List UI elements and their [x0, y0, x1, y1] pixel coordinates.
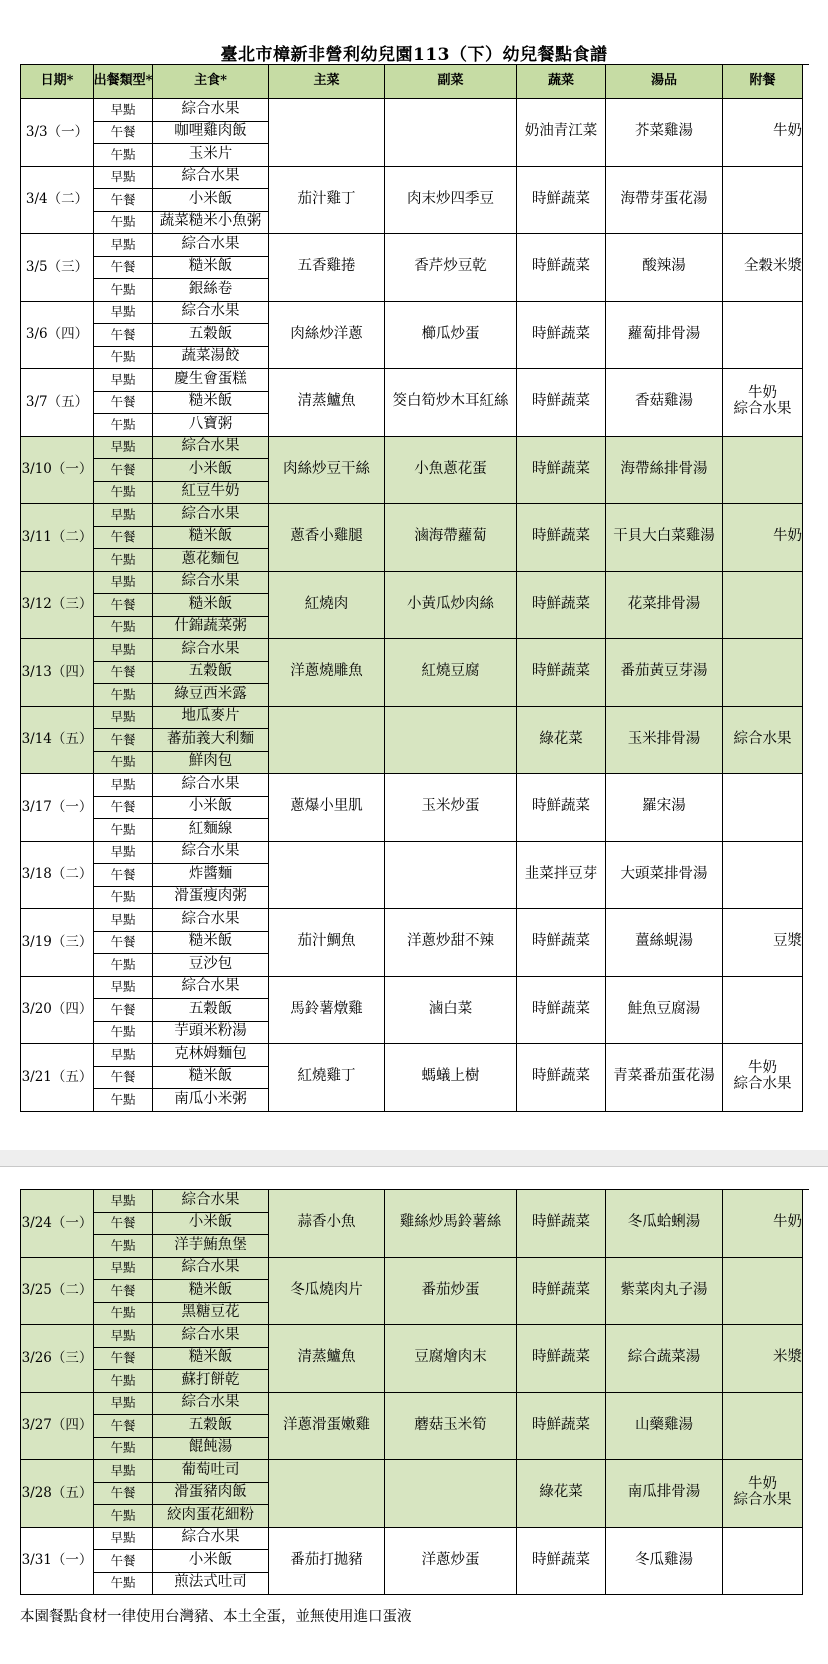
staple-item: 玉米片: [153, 144, 269, 167]
meal-type: 午餐: [94, 1550, 153, 1573]
side-dish: 肉末炒四季豆: [385, 167, 517, 235]
soup-dish: 大頭菜排骨湯: [606, 842, 723, 910]
extra-cell: [723, 167, 803, 235]
vegetable-dish: 時鮮蔬菜: [517, 167, 606, 235]
staple-item: 綠豆西米露: [153, 684, 269, 707]
side-dish: 螞蟻上樹: [385, 1044, 517, 1112]
vegetable-dish: 時鮮蔬菜: [517, 437, 606, 505]
meal-type: 午餐: [94, 1483, 153, 1506]
side-dish: 櫛瓜炒蛋: [385, 302, 517, 370]
meal-type: 午餐: [94, 1213, 153, 1236]
staple-item: 五穀飯: [153, 324, 269, 347]
day-date: 3/25（二）: [21, 1258, 94, 1326]
main-dish: [269, 99, 385, 167]
meal-type: 早點: [94, 1393, 153, 1416]
day-date: 3/10（一）: [21, 437, 94, 505]
day-date: 3/5（三）: [21, 234, 94, 302]
main-dish: 茄汁鯛魚: [269, 909, 385, 977]
day-date: 3/18（二）: [21, 842, 94, 910]
day-date: 3/4（二）: [21, 167, 94, 235]
day-date: 3/27（四）: [21, 1393, 94, 1461]
extra-item: 牛奶: [748, 1060, 777, 1077]
staple-item: 紅麵線: [153, 819, 269, 842]
staple-item: 綜合水果: [153, 1190, 269, 1213]
day-date: 3/12（三）: [21, 572, 94, 640]
extra-item: 米漿: [773, 1348, 802, 1365]
meal-type: 早點: [94, 1528, 153, 1551]
vegetable-dish: 時鮮蔬菜: [517, 1393, 606, 1461]
soup-dish: 番茄黃豆芽湯: [606, 639, 723, 707]
extra-cell: [723, 1325, 803, 1393]
staple-item: 綜合水果: [153, 639, 269, 662]
meal-type: 午餐: [94, 932, 153, 955]
meal-type: 午餐: [94, 797, 153, 820]
meal-type: 午餐: [94, 189, 153, 212]
meal-type: 早點: [94, 234, 153, 257]
staple-item: 糙米飯: [153, 1280, 269, 1303]
meal-type: 早點: [94, 167, 153, 190]
footer-note: 本園餐點食材一律使用台灣豬、本土全蛋，並無使用進口蛋液: [20, 1609, 412, 1625]
extra-item: 綜合水果: [733, 730, 792, 747]
side-dish: 小黃瓜炒肉絲: [385, 572, 517, 640]
menu-title: 臺北市樟新非營利幼兒園113（下）幼兒餐點食譜: [220, 45, 608, 65]
staple-item: 糙米飯: [153, 932, 269, 955]
staple-item: 綜合水果: [153, 1393, 269, 1416]
page-gap: [0, 1150, 828, 1166]
day-date: 3/24（一）: [21, 1190, 94, 1258]
extra-cell: [723, 909, 803, 977]
side-dish: 洋蔥炒甜不辣: [385, 909, 517, 977]
extra-cell: [723, 977, 803, 1045]
extra-item: 牛奶: [748, 385, 777, 402]
vegetable-dish: 時鮮蔬菜: [517, 302, 606, 370]
header-date: 日期*: [21, 65, 94, 99]
meal-type: 午點: [94, 212, 153, 235]
main-dish: 清蒸鱸魚: [269, 369, 385, 437]
side-dish: 滷海帶蘿蔔: [385, 504, 517, 572]
meal-type: 午點: [94, 347, 153, 370]
meal-type: 早點: [94, 707, 153, 730]
meal-type: 午餐: [94, 864, 153, 887]
meal-type: 早點: [94, 437, 153, 460]
extra-cell: [723, 774, 803, 842]
extra-item: 綜合水果: [733, 1076, 792, 1093]
vegetable-dish: 奶油青江菜: [517, 99, 606, 167]
meal-type: 午餐: [94, 1348, 153, 1371]
staple-item: 小米飯: [153, 1550, 269, 1573]
extra-item: 牛奶: [773, 1213, 802, 1230]
staple-item: 什錦蔬菜粥: [153, 617, 269, 640]
extra-cell: [723, 302, 803, 370]
day-date: 3/6（四）: [21, 302, 94, 370]
menu-table-page-2: [20, 1189, 809, 1595]
staple-item: 滑蛋瘦肉粥: [153, 887, 269, 910]
main-dish: [269, 707, 385, 775]
staple-item: 小米飯: [153, 459, 269, 482]
main-dish: [269, 1460, 385, 1528]
staple-item: 南瓜小米粥: [153, 1089, 269, 1112]
vegetable-dish: 時鮮蔬菜: [517, 369, 606, 437]
main-dish: 蔥香小雞腿: [269, 504, 385, 572]
meal-type: 早點: [94, 1258, 153, 1281]
staple-item: 蔬菜湯餃: [153, 347, 269, 370]
soup-dish: 玉米排骨湯: [606, 707, 723, 775]
meal-type: 午點: [94, 549, 153, 572]
extra-cell: [723, 369, 803, 437]
meal-type: 早點: [94, 909, 153, 932]
staple-item: 洋芋鮪魚堡: [153, 1235, 269, 1258]
extra-cell: [723, 504, 803, 572]
meal-type: 午點: [94, 482, 153, 505]
soup-dish: 蘿蔔排骨湯: [606, 302, 723, 370]
main-dish: 紅燒雞丁: [269, 1044, 385, 1112]
soup-dish: 南瓜排骨湯: [606, 1460, 723, 1528]
staple-item: 綜合水果: [153, 909, 269, 932]
main-dish: 肉絲炒洋蔥: [269, 302, 385, 370]
staple-item: 黑糖豆花: [153, 1303, 269, 1326]
side-dish: [385, 1460, 517, 1528]
vegetable-dish: 綠花菜: [517, 1460, 606, 1528]
meal-type: 早點: [94, 369, 153, 392]
staple-item: 綜合水果: [153, 572, 269, 595]
staple-item: 綜合水果: [153, 437, 269, 460]
meal-type: 早點: [94, 99, 153, 122]
day-date: 3/28（五）: [21, 1460, 94, 1528]
staple-item: 小米飯: [153, 797, 269, 820]
day-date: 3/14（五）: [21, 707, 94, 775]
staple-item: 銀絲卷: [153, 279, 269, 302]
staple-item: 葡萄吐司: [153, 1460, 269, 1483]
extra-item: 綜合水果: [733, 1492, 792, 1509]
staple-item: 綜合水果: [153, 302, 269, 325]
side-dish: 玉米炒蛋: [385, 774, 517, 842]
staple-item: 蘇打餅乾: [153, 1370, 269, 1393]
meal-type: 早點: [94, 1325, 153, 1348]
soup-dish: 海帶絲排骨湯: [606, 437, 723, 505]
staple-item: 糙米飯: [153, 594, 269, 617]
staple-item: 綜合水果: [153, 504, 269, 527]
header-meal-type: 出餐類型*: [94, 65, 153, 99]
soup-dish: 紫菜肉丸子湯: [606, 1258, 723, 1326]
meal-type: 午餐: [94, 1415, 153, 1438]
meal-type: 午餐: [94, 459, 153, 482]
main-dish: 洋蔥滑蛋嫩雞: [269, 1393, 385, 1461]
staple-item: 綜合水果: [153, 99, 269, 122]
soup-dish: 薑絲蜆湯: [606, 909, 723, 977]
vegetable-dish: 綠花菜: [517, 707, 606, 775]
extra-item: 牛奶: [748, 1476, 777, 1493]
staple-item: 五穀飯: [153, 1415, 269, 1438]
staple-item: 綜合水果: [153, 167, 269, 190]
vegetable-dish: 時鮮蔬菜: [517, 1528, 606, 1596]
staple-item: 綜合水果: [153, 977, 269, 1000]
soup-dish: 青菜番茄蛋花湯: [606, 1044, 723, 1112]
header-soup: 湯品: [606, 65, 723, 99]
day-date: 3/11（二）: [21, 504, 94, 572]
extra-cell: [723, 1190, 803, 1258]
staple-item: 五穀飯: [153, 662, 269, 685]
soup-dish: 鮭魚豆腐湯: [606, 977, 723, 1045]
meal-type: 午點: [94, 617, 153, 640]
meal-type: 午點: [94, 1022, 153, 1045]
meal-type: 早點: [94, 774, 153, 797]
vegetable-dish: 時鮮蔬菜: [517, 977, 606, 1045]
meal-type: 午點: [94, 1505, 153, 1528]
extra-cell: [723, 572, 803, 640]
soup-dish: 綜合蔬菜湯: [606, 1325, 723, 1393]
main-dish: 冬瓜燒肉片: [269, 1258, 385, 1326]
main-dish: 番茄打拋豬: [269, 1528, 385, 1596]
staple-item: 綜合水果: [153, 1528, 269, 1551]
main-dish: 肉絲炒豆干絲: [269, 437, 385, 505]
soup-dish: 香菇雞湯: [606, 369, 723, 437]
meal-type: 午餐: [94, 527, 153, 550]
meal-type: 早點: [94, 572, 153, 595]
main-dish: 清蒸鱸魚: [269, 1325, 385, 1393]
vegetable-dish: 時鮮蔬菜: [517, 1258, 606, 1326]
main-dish: 五香雞捲: [269, 234, 385, 302]
staple-item: 紅豆牛奶: [153, 482, 269, 505]
staple-item: 綜合水果: [153, 774, 269, 797]
extra-cell: [723, 842, 803, 910]
staple-item: 芋頭米粉湯: [153, 1022, 269, 1045]
staple-item: 糙米飯: [153, 392, 269, 415]
side-dish: 小魚蔥花蛋: [385, 437, 517, 505]
main-dish: 馬鈴薯燉雞: [269, 977, 385, 1045]
meal-type: 午點: [94, 819, 153, 842]
meal-type: 早點: [94, 977, 153, 1000]
day-date: 3/7（五）: [21, 369, 94, 437]
vegetable-dish: 時鮮蔬菜: [517, 774, 606, 842]
staple-item: 小米飯: [153, 189, 269, 212]
extra-cell: [723, 639, 803, 707]
staple-item: 鮮肉包: [153, 752, 269, 775]
extra-cell: [723, 1258, 803, 1326]
extra-cell: [723, 1460, 803, 1528]
staple-item: 八寶粥: [153, 414, 269, 437]
day-date: 3/20（四）: [21, 977, 94, 1045]
meal-type: 早點: [94, 842, 153, 865]
meal-type: 午餐: [94, 999, 153, 1022]
soup-dish: 芥菜雞湯: [606, 99, 723, 167]
side-dish: 洋蔥炒蛋: [385, 1528, 517, 1596]
meal-type: 午餐: [94, 1280, 153, 1303]
soup-dish: 酸辣湯: [606, 234, 723, 302]
header-side-dish: 副菜: [385, 65, 517, 99]
main-dish: 茄汁雞丁: [269, 167, 385, 235]
side-dish: 筊白筍炒木耳紅絲: [385, 369, 517, 437]
soup-dish: 山藥雞湯: [606, 1393, 723, 1461]
side-dish: 雞絲炒馬鈴薯絲: [385, 1190, 517, 1258]
staple-item: 煎法式吐司: [153, 1573, 269, 1596]
side-dish: 豆腐燴肉末: [385, 1325, 517, 1393]
meal-type: 午餐: [94, 392, 153, 415]
meal-type: 午餐: [94, 1067, 153, 1090]
extra-cell: [723, 99, 803, 167]
day-date: 3/31（一）: [21, 1528, 94, 1596]
day-date: 3/17（一）: [21, 774, 94, 842]
extra-cell: [723, 707, 803, 775]
day-date: 3/26（三）: [21, 1325, 94, 1393]
side-dish: 滷白菜: [385, 977, 517, 1045]
vegetable-dish: 時鮮蔬菜: [517, 639, 606, 707]
header-extra: 附餐: [723, 65, 803, 99]
staple-item: 咖哩雞肉飯: [153, 122, 269, 145]
vegetable-dish: 時鮮蔬菜: [517, 1325, 606, 1393]
meal-type: 午餐: [94, 662, 153, 685]
side-dish: [385, 707, 517, 775]
soup-dish: 干貝大白菜雞湯: [606, 504, 723, 572]
vegetable-dish: 時鮮蔬菜: [517, 504, 606, 572]
header-vegetable: 蔬菜: [517, 65, 606, 99]
staple-item: 豆沙包: [153, 954, 269, 977]
day-date: 3/19（三）: [21, 909, 94, 977]
staple-item: 綜合水果: [153, 1325, 269, 1348]
staple-item: 滑蛋豬肉飯: [153, 1483, 269, 1506]
extra-cell: [723, 234, 803, 302]
day-date: 3/3（一）: [21, 99, 94, 167]
meal-type: 午餐: [94, 257, 153, 280]
vegetable-dish: 時鮮蔬菜: [517, 234, 606, 302]
extra-item: 牛奶: [773, 527, 802, 544]
staple-item: 綜合水果: [153, 234, 269, 257]
vegetable-dish: 時鮮蔬菜: [517, 1044, 606, 1112]
meal-type: 早點: [94, 639, 153, 662]
meal-type: 早點: [94, 302, 153, 325]
vegetable-dish: 時鮮蔬菜: [517, 572, 606, 640]
meal-type: 午餐: [94, 122, 153, 145]
staple-item: 蕃茄義大利麵: [153, 729, 269, 752]
meal-type: 午點: [94, 1089, 153, 1112]
staple-item: 五穀飯: [153, 999, 269, 1022]
soup-dish: 海帶芽蛋花湯: [606, 167, 723, 235]
extra-cell: [723, 1528, 803, 1596]
staple-item: 蔥花麵包: [153, 549, 269, 572]
staple-item: 小米飯: [153, 1213, 269, 1236]
main-dish: 紅燒肉: [269, 572, 385, 640]
staple-item: 餛飩湯: [153, 1438, 269, 1461]
vegetable-dish: 時鮮蔬菜: [517, 1190, 606, 1258]
vegetable-dish: 韭菜拌豆芽: [517, 842, 606, 910]
main-dish: 蔥爆小里肌: [269, 774, 385, 842]
day-date: 3/13（四）: [21, 639, 94, 707]
staple-item: 綜合水果: [153, 1258, 269, 1281]
meal-type: 午點: [94, 414, 153, 437]
staple-item: 地瓜麥片: [153, 707, 269, 730]
main-dish: [269, 842, 385, 910]
staple-item: 糙米飯: [153, 1348, 269, 1371]
meal-type: 午點: [94, 1303, 153, 1326]
side-dish: 番茄炒蛋: [385, 1258, 517, 1326]
meal-type: 午點: [94, 752, 153, 775]
meal-type: 午點: [94, 144, 153, 167]
meal-type: 午點: [94, 954, 153, 977]
meal-type: 午點: [94, 1235, 153, 1258]
extra-item: 全穀米漿: [744, 257, 802, 274]
meal-type: 午點: [94, 887, 153, 910]
meal-type: 午餐: [94, 324, 153, 347]
staple-item: 糙米飯: [153, 527, 269, 550]
meal-type: 午點: [94, 684, 153, 707]
extra-item: 豆漿: [773, 932, 802, 949]
header-staple: 主食*: [153, 65, 269, 99]
meal-type: 午點: [94, 1370, 153, 1393]
staple-item: 蔬菜糙米小魚粥: [153, 212, 269, 235]
staple-item: 糙米飯: [153, 1067, 269, 1090]
menu-table-page-1: [20, 64, 809, 1112]
soup-dish: 冬瓜雞湯: [606, 1528, 723, 1596]
meal-type: 早點: [94, 1190, 153, 1213]
side-dish: 紅燒豆腐: [385, 639, 517, 707]
extra-cell: [723, 437, 803, 505]
meal-type: 午餐: [94, 594, 153, 617]
main-dish: 洋蔥燒雕魚: [269, 639, 385, 707]
soup-dish: 花菜排骨湯: [606, 572, 723, 640]
staple-item: 慶生會蛋糕: [153, 369, 269, 392]
meal-type: 早點: [94, 1460, 153, 1483]
soup-dish: 冬瓜蛤蜊湯: [606, 1190, 723, 1258]
staple-item: 克林姆麵包: [153, 1044, 269, 1067]
staple-item: 絞肉蛋花細粉: [153, 1505, 269, 1528]
main-dish: 蒜香小魚: [269, 1190, 385, 1258]
meal-type: 午點: [94, 1438, 153, 1461]
meal-type: 早點: [94, 504, 153, 527]
soup-dish: 羅宋湯: [606, 774, 723, 842]
extra-item: 綜合水果: [733, 401, 792, 418]
meal-type: 午點: [94, 279, 153, 302]
side-dish: [385, 99, 517, 167]
staple-item: 糙米飯: [153, 257, 269, 280]
day-date: 3/21（五）: [21, 1044, 94, 1112]
extra-cell: [723, 1393, 803, 1461]
side-dish: 蘑菇玉米筍: [385, 1393, 517, 1461]
meal-type: 早點: [94, 1044, 153, 1067]
staple-item: 炸醬麵: [153, 864, 269, 887]
side-dish: 香芹炒豆乾: [385, 234, 517, 302]
extra-cell: [723, 1044, 803, 1112]
extra-item: 牛奶: [773, 122, 802, 139]
meal-type: 午點: [94, 1573, 153, 1596]
staple-item: 綜合水果: [153, 842, 269, 865]
meal-type: 午餐: [94, 729, 153, 752]
side-dish: [385, 842, 517, 910]
header-main-dish: 主菜: [269, 65, 385, 99]
vegetable-dish: 時鮮蔬菜: [517, 909, 606, 977]
